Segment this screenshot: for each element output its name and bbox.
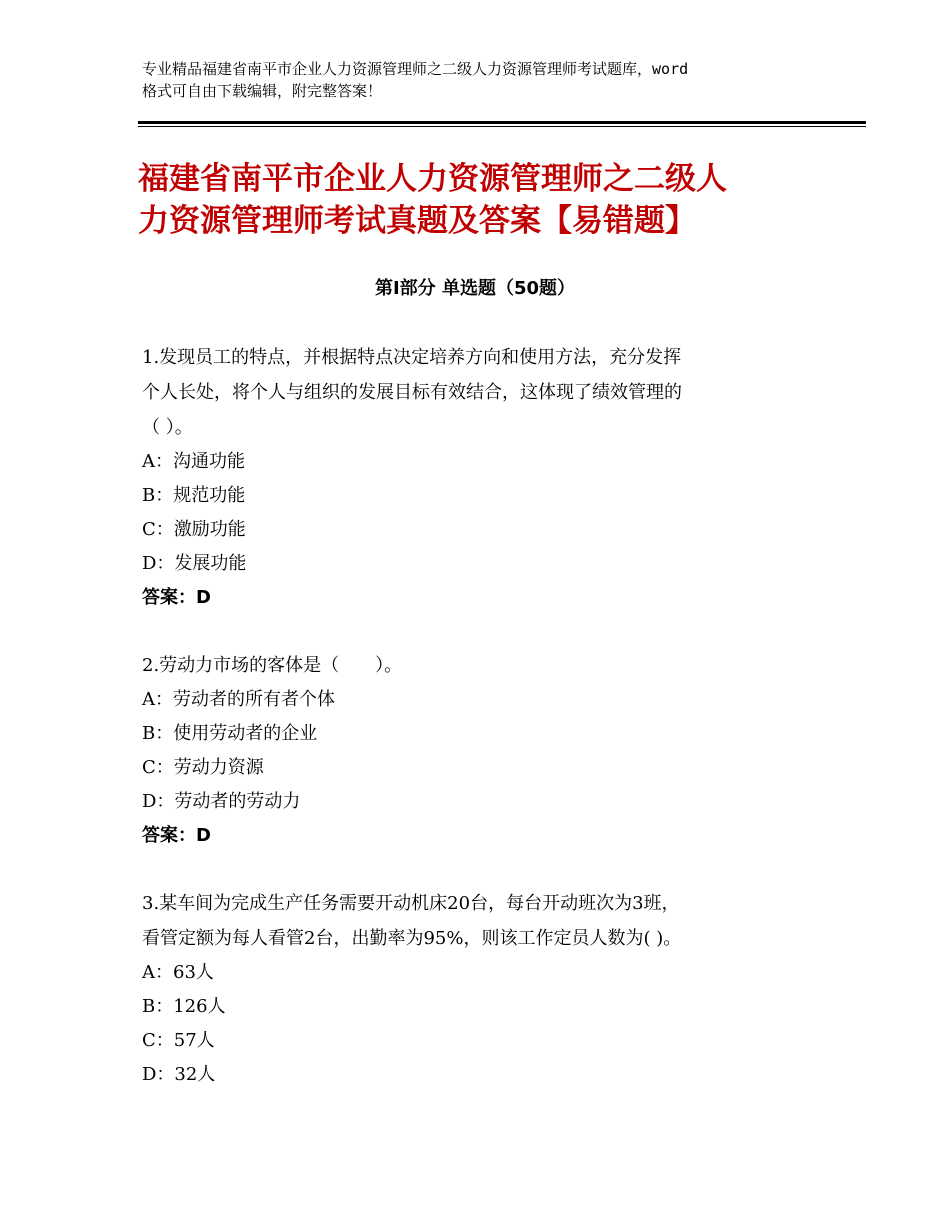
option-d: D：劳动者的劳动力	[142, 791, 301, 812]
document-title-line-2: 力资源管理师考试真题及答案【易错题】	[138, 203, 696, 239]
header-divider-thick	[138, 121, 866, 124]
option-a: A：63人	[142, 962, 214, 983]
option-a: A：劳动者的所有者个体	[142, 689, 335, 710]
option-a: A：沟通功能	[142, 451, 245, 472]
document-title	[138, 158, 818, 242]
question-stem-line: 个人长处，将个人与组织的发展目标有效结合，这体现了绩效管理的	[142, 382, 682, 403]
option-c: C：劳动力资源	[142, 757, 264, 778]
question-stem-line: 2.劳动力市场的客体是（ ）。	[142, 655, 403, 676]
question-stem	[142, 340, 822, 445]
header-divider-thin	[138, 126, 866, 127]
question-1	[142, 340, 822, 615]
question-stem	[142, 648, 822, 683]
question-stem-line: 看管定额为每人看管2台，出勤率为95%，则该工作定员人数为( )。	[142, 928, 682, 949]
option-b: B：规范功能	[142, 485, 246, 506]
header-note-line-2: 格式可自由下载编辑，附完整答案！	[142, 82, 383, 100]
header-note-line-1: 专业精品福建省南平市企业人力资源管理师之二级人力资源管理师考试题库，word	[142, 60, 689, 78]
section-title: 第Ⅰ部分 单选题（50题）	[374, 278, 575, 299]
question-stem	[142, 886, 822, 956]
option-d: D：发展功能	[142, 553, 247, 574]
question-stem-line: （ ）。	[142, 417, 193, 438]
answer-label: 答案：D	[142, 825, 211, 846]
question-stem-line: 3.某车间为完成生产任务需要开动机床20台，每台开动班次为3班，	[142, 893, 680, 914]
option-b: B：使用劳动者的企业	[142, 723, 318, 744]
option-c: C：激励功能	[142, 519, 246, 540]
question-stem-line: 1.发现员工的特点，并根据特点决定培养方向和使用方法，充分发挥	[142, 347, 682, 368]
document-title-line-1: 福建省南平市企业人力资源管理师之二级人	[138, 161, 727, 197]
option-c: C：57人	[142, 1030, 215, 1051]
header-note	[142, 58, 842, 102]
question-3	[142, 886, 822, 1092]
option-b: B：126人	[142, 996, 226, 1017]
option-d: D：32人	[142, 1064, 216, 1085]
question-2	[142, 648, 822, 853]
answer-label: 答案：D	[142, 587, 211, 608]
